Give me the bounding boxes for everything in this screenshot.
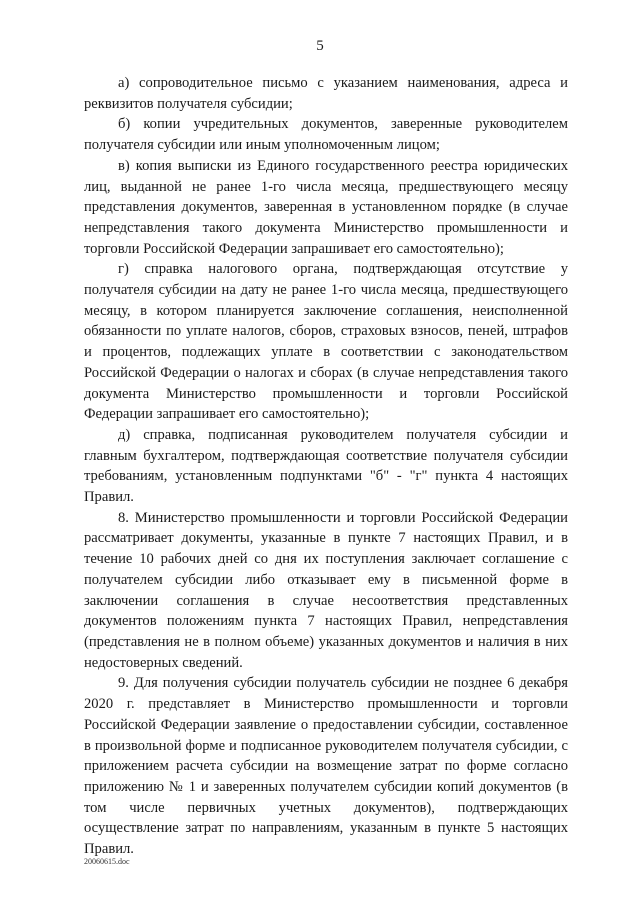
paragraph-clause-9: 9. Для получения субсидии получатель субсидии не позднее 6 декабря 2020 г. представляет в Министерство промышленности и торговли Российской Федерации заявление о предоставлении субсидии, составленное в произвольной форме и подписанное руководителем получателя субсидии, с приложением расчета субсидии на возмещение затрат по форме согласно приложению № 1 и заверенных получателем субсидии копий документов (в том числе первичных учетных документов), подтверждающих осуществление затрат по направлениям, указанным в пункте 5 настоящих Правил. [84,675,568,858]
paragraph-item-d: д) справка, подписанная руководителем получателя субсидии и главным бухгалтером, подтверждающая соответствие получателя субсидии требованиям, установленным подпунктами "б" - "г" пункта 4 настоящих Правил. [84,426,568,506]
paragraph-item-g: г) справка налогового органа, подтверждающая отсутствие у получателя субсидии на дату не ранее 1-го числа месяца, предшествующего месяцу, в котором планируется заключение соглашения, неисполненной обязанности по уплате налогов, сборов, страховых взносов, пеней, штрафов и процентов, подлежащих уплате в соответствии с законодательством Российской Федерации о налогах и сборах (в случае непредставления такого документа Министерство промышленности и торговли Российской Федерации запрашивает его самостоятельно); [84,261,568,423]
paragraph-item-a: а) сопроводительное письмо с указанием наименования, адреса и реквизитов получателя субсидии; [84,75,568,112]
document-body [84,73,568,860]
page-number: 5 [316,38,324,54]
paragraph-item-b: б) копии учредительных документов, заверенные руководителем получателя субсидии или иным уполномоченным лицом; [84,116,568,154]
footer-filename: 20060615.doc [84,857,130,866]
paragraph-item-v: в) копия выписки из Единого государственного реестра юридических лиц, выданной не ранее 1-го числа месяца, предшествующего месяцу представления документов, заверенная в установленном порядке (в случае непредставления такого документа Министерство промышленности и торговли Российской Федерации запрашивает его самостоятельно); [84,157,568,257]
paragraph-clause-8: 8. Министерство промышленности и торговли Российской Федерации рассматривает документы, указанные в пункте 7 настоящих Правил, и в течение 10 рабочих дней со дня их поступления заключает соглашение с получателем субсидии либо отказывает ему в письменной форме в заключении соглашения в случае несоответствия представленных документов положениям пункта 7 настоящих Правил, непредставления (представления не в полном объеме) указанных документов и наличия в них недостоверных сведений. [84,509,568,671]
